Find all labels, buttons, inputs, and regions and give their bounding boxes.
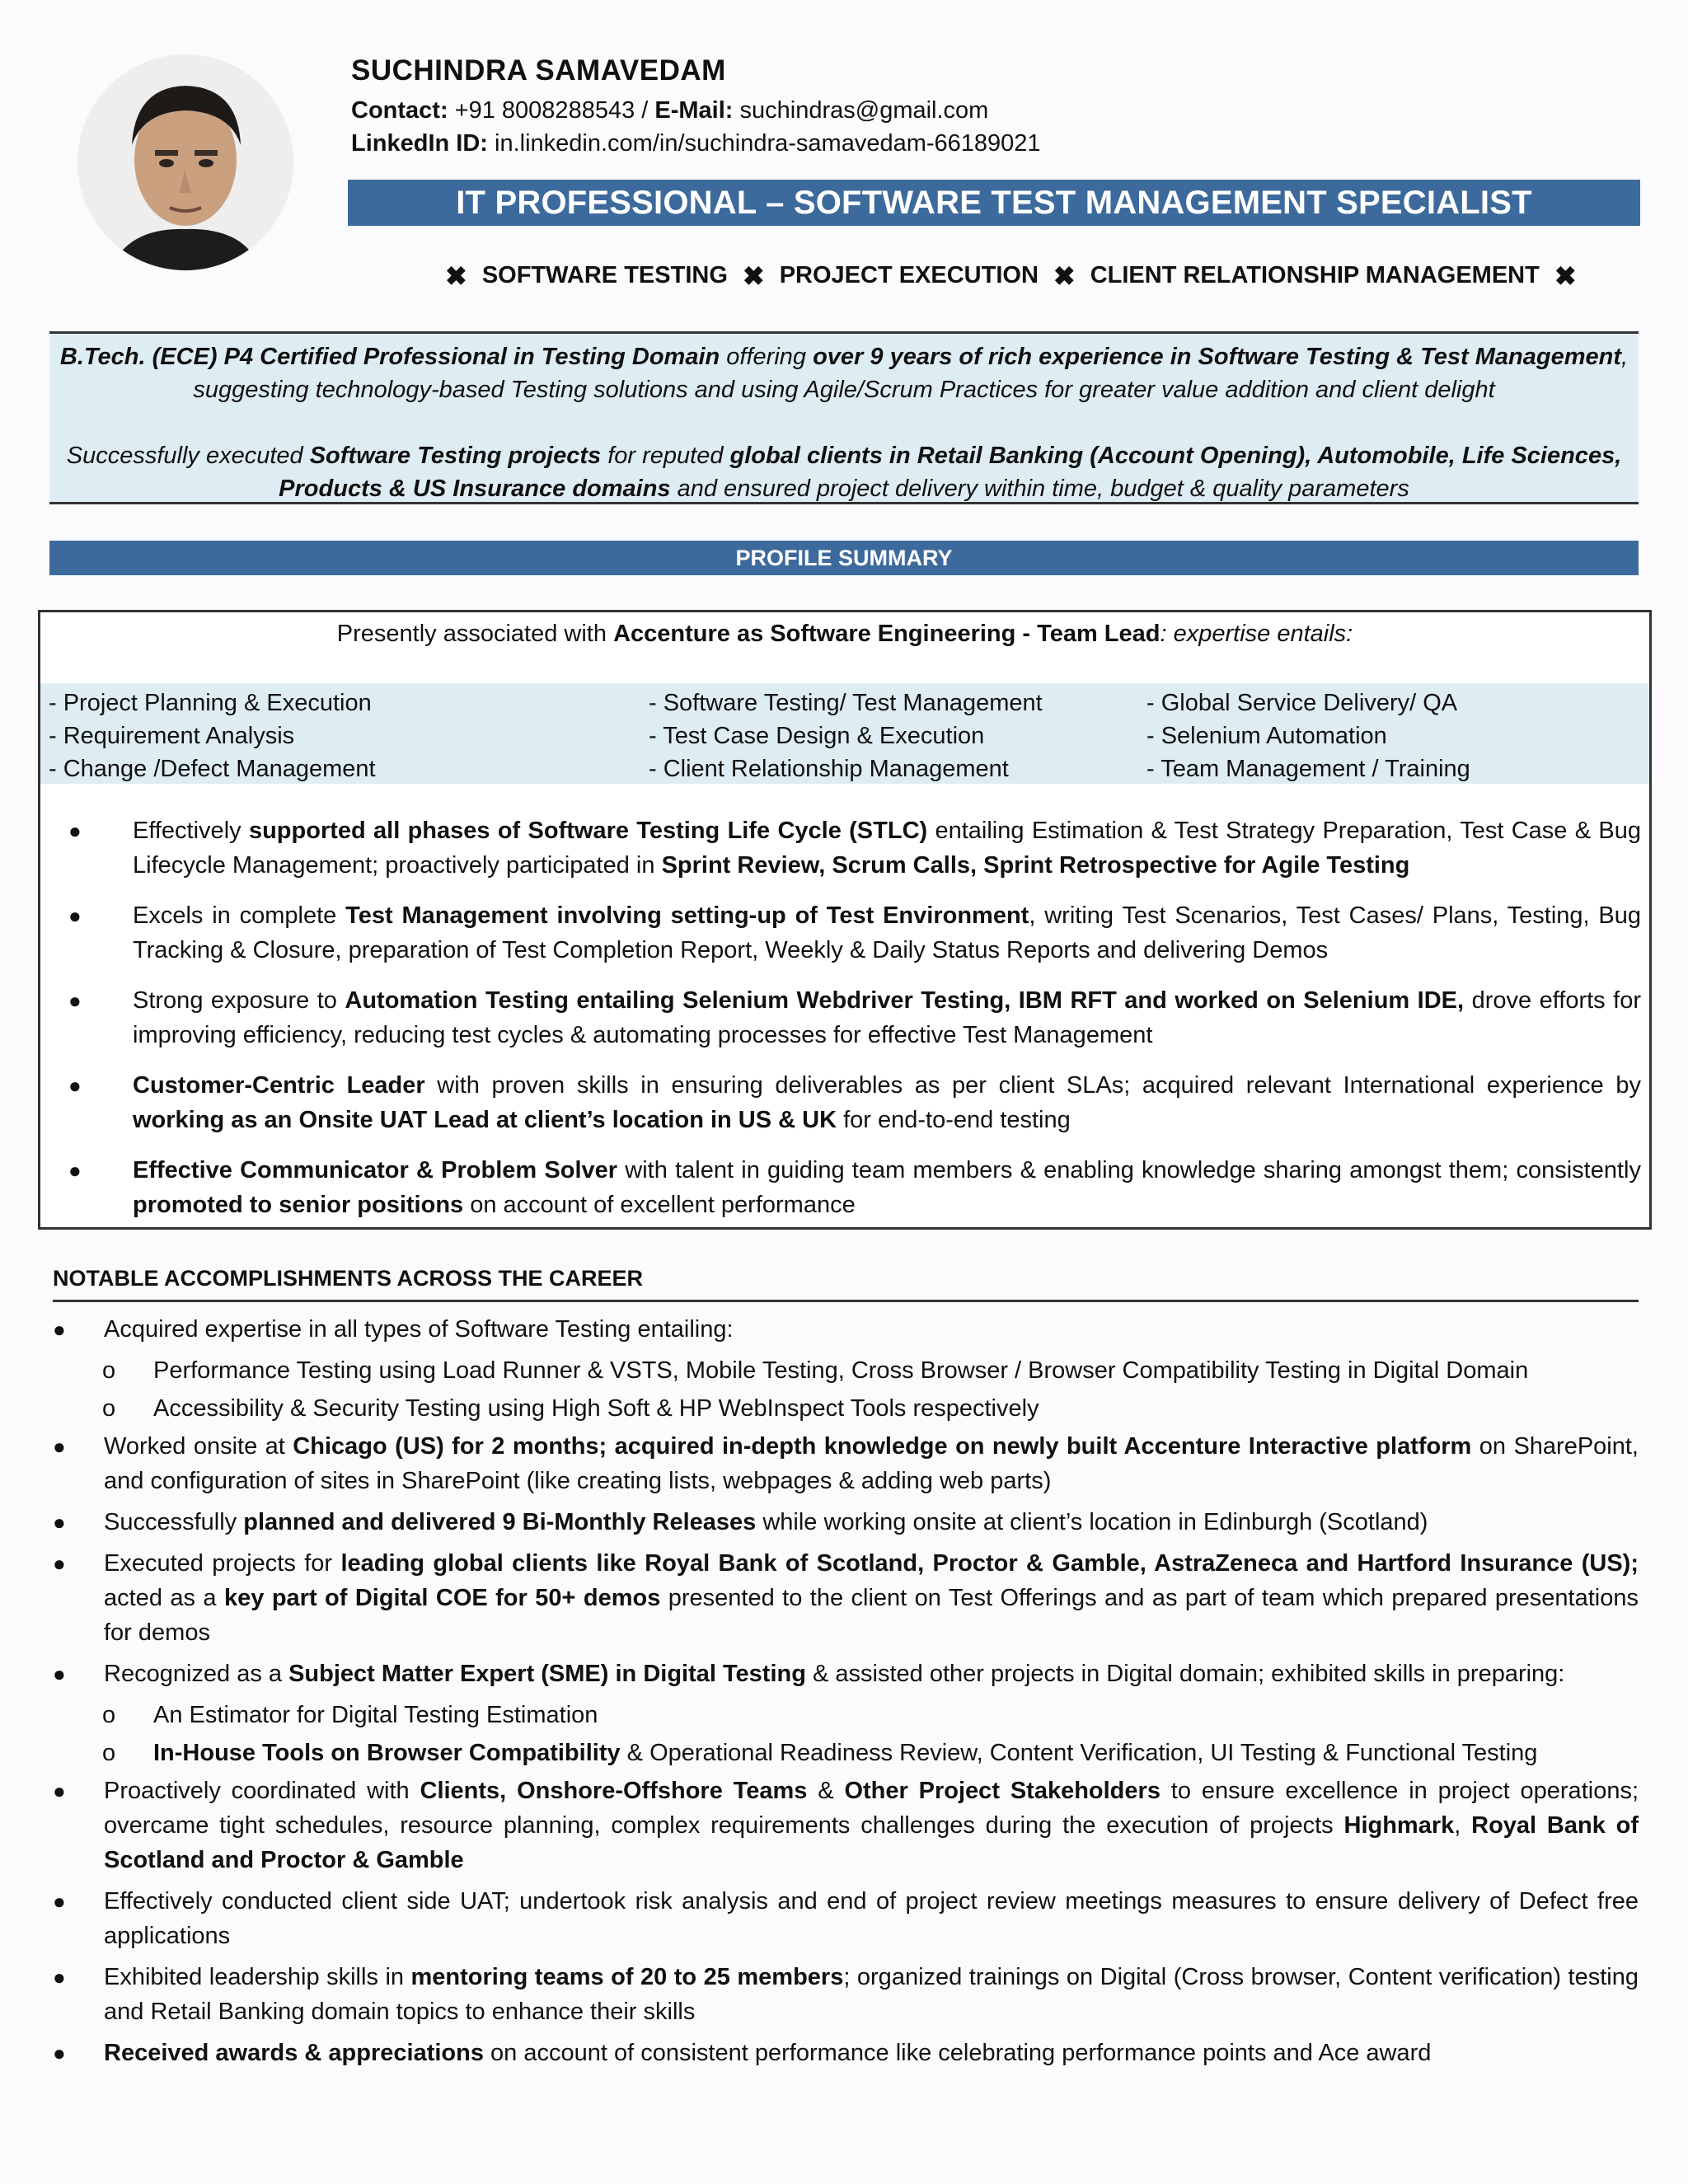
accomplishment-bold: leading global clients like Royal Bank of Scotland, Proctor & Gamble, AstraZeneca and Hartford Insurance (US); — [340, 1550, 1639, 1577]
bullet-icon: ● — [53, 1434, 66, 1459]
intro-degree: B.Tech. (ECE) P4 Certified Professional in Testing Domain — [59, 344, 720, 370]
expertise-item: - Client Relationship Management — [649, 756, 1009, 782]
accomplishment-text: on account of consistent performance like celebrating performance points and Ace award — [483, 2040, 1432, 2066]
bullet-icon: ● — [53, 1779, 66, 1803]
skill-item: SOFTWARE TESTING — [481, 262, 728, 288]
accomplishment-item — [49, 1312, 1639, 1347]
bullet-bold: Customer-Centric Leader — [133, 1072, 425, 1099]
bullet-icon: ● — [53, 1317, 66, 1342]
sub-item-bold: In-House Tools on Browser Compatibility — [153, 1740, 621, 1766]
accomplishment-bold: Subject Matter Expert (SME) in Digital Testing — [288, 1661, 806, 1687]
accomplishment-text: Executed projects for — [104, 1550, 341, 1577]
email-label: E-Mail: — [654, 97, 734, 124]
intro-paragraph — [49, 340, 1639, 406]
accomplishments-heading: NOTABLE ACCOMPLISHMENTS ACROSS THE CAREER — [53, 1266, 1639, 1302]
star-icon: ✖ — [445, 260, 467, 291]
circle-bullet-icon: o — [102, 1395, 116, 1422]
candidate-name: SUCHINDRA SAMAVEDAM — [351, 54, 726, 87]
accomplishments-list — [49, 1312, 1639, 2077]
bullet-bold: Effective Communicator & Problem Solver — [133, 1157, 618, 1183]
profile-bullet — [52, 813, 1641, 883]
bullet-icon: ● — [53, 1661, 66, 1686]
bullet-bold: Test Management involving setting-up of Test Environment — [345, 902, 1029, 929]
expertise-item: - Team Management / Training — [1146, 756, 1470, 782]
bullet-bold: Sprint Review, Scrum Calls, Sprint Retrospective for Agile Testing — [661, 852, 1410, 879]
intro-text: for reputed — [601, 443, 730, 469]
bullet-text: Excels in complete — [133, 902, 346, 929]
accomplishment-text: Effectively conducted client side UAT; undertook risk analysis and end of project review meetings measures to ensure delivery of Defect free applications — [104, 1888, 1639, 1949]
accomplishment-item — [49, 2036, 1639, 2070]
intro-paragraph — [49, 439, 1639, 505]
bullet-text: with talent in guiding team members & enabling knowledge sharing amongst them; consistently — [617, 1157, 1641, 1183]
bullet-text: on account of excellent performance — [463, 1192, 856, 1218]
contact-label: Contact: — [351, 97, 448, 124]
accomplishment-bold: Highmark — [1343, 1812, 1455, 1839]
bullet-text: Strong exposure to — [133, 987, 345, 1014]
intro-text: and ensured project delivery within time, budget & quality parameters — [670, 476, 1409, 502]
star-icon: ✖ — [742, 260, 765, 291]
accomplishment-text: presented to the client on Test Offerings and as part of team which prepared presentations for demos — [104, 1585, 1639, 1646]
star-icon: ✖ — [1053, 260, 1076, 291]
accomplishment-item — [49, 1960, 1639, 2029]
accomplishment-text: & assisted other projects in Digital domain; exhibited skills in preparing: — [805, 1661, 1565, 1687]
professional-title: IT PROFESSIONAL – SOFTWARE TEST MANAGEMENT SPECIALIST — [348, 180, 1640, 226]
bullet-icon: ● — [53, 2041, 66, 2065]
email-address[interactable]: suchindras@gmail.com — [739, 97, 989, 124]
circle-bullet-icon: o — [102, 1740, 116, 1766]
accomplishment-bold: mentoring teams of 20 to 25 members — [410, 1964, 844, 1990]
sub-item-text: Accessibility & Security Testing using High Soft & HP WebInspect Tools respectively — [153, 1395, 1039, 1422]
bullet-icon: ● — [68, 1158, 82, 1183]
bullet-bold: supported all phases of Software Testing Life Cycle (STLC) — [248, 818, 928, 844]
expertise-item: - Software Testing/ Test Management — [649, 690, 1043, 716]
role-text: : expertise entails: — [1160, 621, 1353, 647]
expertise-item: - Test Case Design & Execution — [649, 723, 985, 749]
accomplishment-bold: Chicago (US) for 2 months; acquired in-depth knowledge on newly built Accenture Interactive platform — [293, 1433, 1472, 1460]
accomplishment-bold: Clients, Onshore-Offshore Teams — [420, 1778, 808, 1804]
accomplishment-text: ; organized trainings on Digital (Cross browser, Content verification) testing and Retail Banking domain topics to enhance their skills — [104, 1964, 1639, 2025]
skill-item: PROJECT EXECUTION — [779, 262, 1039, 288]
intro-experience: over 9 years of rich experience in Software Testing & Test Management — [813, 344, 1622, 370]
bullet-bold: promoted to senior positions — [133, 1192, 464, 1218]
skills-strip — [445, 260, 1577, 291]
sub-item — [49, 1391, 1639, 1426]
phone-number: +91 8008288543 — [454, 97, 635, 124]
intro-text: , suggesting technology-based Testing solutions and using Agile/Scrum Practices for greater value addition and client delight — [193, 344, 1629, 403]
accomplishment-bold: Royal Bank of Scotland and Proctor & Gamble — [104, 1812, 1639, 1873]
role-company: Accenture as Software Engineering - Team Lead — [613, 621, 1160, 647]
expertise-grid — [40, 683, 1649, 784]
expertise-column — [49, 687, 376, 785]
intro-text: Successfully executed — [66, 443, 310, 469]
profile-bullet — [52, 983, 1641, 1052]
expertise-item: - Global Service Delivery/ QA — [1146, 690, 1458, 716]
expertise-item: - Requirement Analysis — [49, 723, 295, 749]
profile-bullet — [52, 1153, 1641, 1222]
accomplishment-text: acted as a — [104, 1585, 224, 1611]
bullet-bold: working as an Onsite UAT Lead at client’s location in US & UK — [133, 1107, 837, 1133]
profile-photo — [77, 54, 293, 270]
accomplishment-text: & — [807, 1778, 845, 1804]
accomplishment-item — [49, 1774, 1639, 1877]
intro-summary — [49, 331, 1639, 504]
skill-item: CLIENT RELATIONSHIP MANAGEMENT — [1090, 262, 1540, 288]
star-icon: ✖ — [1554, 260, 1577, 291]
bullet-icon: ● — [68, 988, 82, 1013]
linkedin-line — [351, 130, 1041, 157]
intro-clients: global clients in Retail Banking (Account Opening), Automobile, Life Sciences, Products & US Insurance domains — [279, 443, 1622, 502]
profile-summary-box — [38, 610, 1652, 1230]
accomplishment-bold: planned and delivered 9 Bi-Monthly Releases — [243, 1509, 757, 1535]
sub-item — [49, 1353, 1639, 1388]
profile-bullets — [52, 813, 1641, 1238]
bullet-text: for end-to-end testing — [837, 1107, 1071, 1133]
accomplishment-text: on SharePoint, and configuration of sites in SharePoint (like creating lists, webpages & adding web parts) — [104, 1433, 1639, 1494]
accomplishment-bold: Received awards & appreciations — [104, 2040, 484, 2066]
expertise-item: - Selenium Automation — [1146, 723, 1387, 749]
accomplishment-item — [49, 1429, 1639, 1498]
profile-bullet — [52, 898, 1641, 968]
bullet-text: Effectively — [133, 818, 249, 844]
bullet-text: drove efforts for improving efficiency, reducing test cycles & automating processes for effective Test Management — [133, 987, 1641, 1048]
bullet-text: entailing Estimation & Test Strategy Preparation, Test Case & Bug Lifecycle Management; proactively participated in — [133, 818, 1641, 879]
accomplishment-item — [49, 1657, 1639, 1691]
intro-text: offering — [720, 344, 814, 370]
bullet-icon: ● — [53, 1965, 66, 1990]
sub-item-text: Performance Testing using Load Runner & VSTS, Mobile Testing, Cross Browser / Browser Compatibility Testing in Digital Domain — [153, 1357, 1529, 1384]
sub-item-text: An Estimator for Digital Testing Estimation — [153, 1702, 598, 1728]
profile-summary-heading: PROFILE SUMMARY — [49, 541, 1639, 575]
role-text: Presently associated with — [336, 621, 614, 647]
accomplishment-item — [49, 1546, 1639, 1650]
circle-bullet-icon: o — [102, 1357, 116, 1384]
accomplishment-text: Proactively coordinated with — [104, 1778, 420, 1804]
bullet-icon: ● — [53, 1510, 66, 1535]
linkedin-label: LinkedIn ID: — [351, 130, 488, 157]
bullet-text: with proven skills in ensuring deliverables as per client SLAs; acquired relevant International experience by — [424, 1072, 1641, 1099]
bullet-icon: ● — [68, 903, 82, 928]
bullet-text: , writing Test Scenarios, Test Cases/ Plans, Testing, Bug Tracking & Closure, preparation of Test Completion Report, Weekly & Daily Status Reports and delivering Demos — [133, 902, 1642, 963]
accomplishment-text: while working onsite at client’s location in Edinburgh (Scotland) — [756, 1509, 1428, 1535]
contact-line: Contact: +91 8008288543 / E-Mail: suchindras@gmail.com — [351, 97, 989, 124]
accomplishment-text: Worked onsite at — [104, 1433, 293, 1460]
bullet-icon: ● — [68, 1073, 82, 1098]
accomplishment-item — [49, 1884, 1639, 1953]
accomplishment-text: Successfully — [104, 1509, 244, 1535]
expertise-item: - Change /Defect Management — [49, 756, 376, 782]
accomplishment-bold: key part of Digital COE for 50+ demos — [224, 1585, 661, 1611]
sub-item — [49, 1698, 1639, 1732]
current-role — [40, 621, 1649, 648]
sub-item — [49, 1736, 1639, 1770]
expertise-column — [1146, 687, 1470, 785]
linkedin-url[interactable]: in.linkedin.com/in/suchindra-samavedam-66189021 — [495, 130, 1041, 157]
sub-item-text: & Operational Readiness Review, Content Verification, UI Testing & Functional Testing — [620, 1740, 1538, 1766]
accomplishment-bold: Other Project Stakeholders — [844, 1778, 1160, 1804]
expertise-item: - Project Planning & Execution — [49, 690, 372, 716]
bullet-icon: ● — [68, 818, 82, 843]
profile-bullet — [52, 1068, 1641, 1137]
bullet-icon: ● — [53, 1551, 66, 1576]
intro-projects: Software Testing projects — [309, 443, 602, 469]
accomplishment-text: Recognized as a — [104, 1661, 289, 1687]
bullet-icon: ● — [53, 1889, 66, 1914]
bullet-bold: Automation Testing entailing Selenium Webdriver Testing, IBM RFT and worked on Selenium IDE, — [345, 987, 1465, 1014]
expertise-column — [649, 687, 1043, 785]
accomplishment-text: Acquired expertise in all types of Software Testing entailing: — [104, 1316, 734, 1343]
accomplishment-text: , — [1454, 1812, 1472, 1839]
accomplishment-item — [49, 1505, 1639, 1540]
accomplishment-text: to ensure excellence in project operations; overcame tight schedules, resource planning, complex requirements challenges during the execution of projects — [104, 1778, 1639, 1839]
circle-bullet-icon: o — [102, 1702, 116, 1728]
accomplishment-text: Exhibited leadership skills in — [104, 1964, 411, 1990]
